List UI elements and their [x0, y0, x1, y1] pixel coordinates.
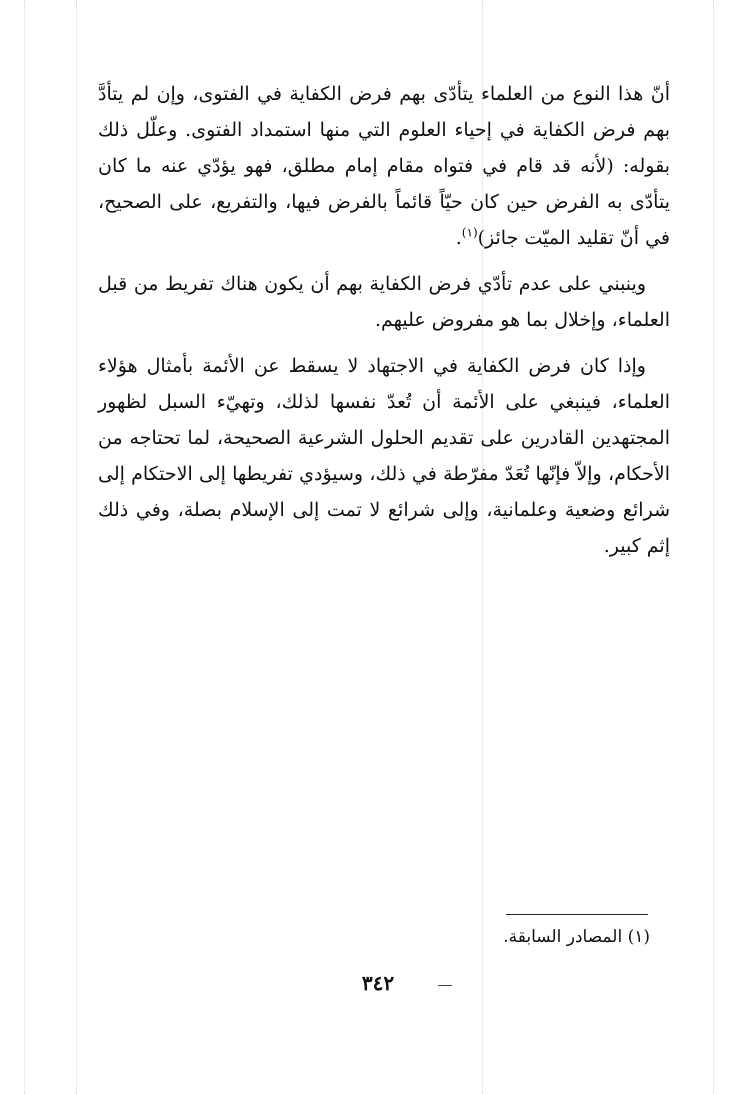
footnote: (١) المصادر السابقة.	[503, 927, 650, 947]
footnote-separator	[506, 914, 648, 915]
paragraph-2-text: وينبني على عدم تأدّي فرض الكفاية بهم أن يكون هناك تفريط من قبل العلماء، وإخلال بما هو مفروض عليهم.	[98, 273, 670, 331]
scan-guide-line	[713, 0, 714, 1094]
body-text	[98, 76, 670, 564]
paragraph-1-tail: .	[455, 227, 462, 249]
scan-guide-line	[76, 0, 77, 1094]
paragraph-3-text: وإذا كان فرض الكفاية في الاجتهاد لا يسقط عن الأئمة بأمثال هؤلاء العلماء، فينبغي على الأئمة أن تُعدّ نفسها لذلك، وتهيّء السبل لظهور المجتهدين القادرين على تقديم الحلول الشرعية الصحيحة، لما تحتاجه من الأحكام، وإلاّ فإنّها تُعَدّ مفرّطة في ذلك، وسيؤدي تفريطها إلى الاحتكام إلى شرائع وضعية وعلمانية، وإلى شرائع لا تمت إلى الإسلام بصلة، وفي ذلك إثم كبير.	[98, 355, 670, 557]
scan-guide-line	[24, 0, 25, 1094]
footnote-reference[interactable]: (١)	[461, 225, 478, 240]
paragraph-3	[98, 348, 670, 564]
paragraph-1	[98, 76, 670, 256]
page-number: ٣٤٢	[361, 971, 395, 995]
paragraph-1-text: أنّ هذا النوع من العلماء يتأدّى بهم فرض الكفاية في الفتوى، وإن لم يتأدَّ بهم فرض الكفاية في إحياء العلوم التي منها استمداد الفتوى. وعلّل ذلك بقوله: (لأنه قد قام في فتواه مقام إمام مطلق، فهو يؤدّي عنه ما كان يتأدّى به الفرض حين كان حيّاً قائماً بالفرض فيها، والتفريع، على الصحيح، في أنّ تقليد الميّت جائز)	[98, 83, 670, 249]
paragraph-2	[98, 266, 670, 338]
